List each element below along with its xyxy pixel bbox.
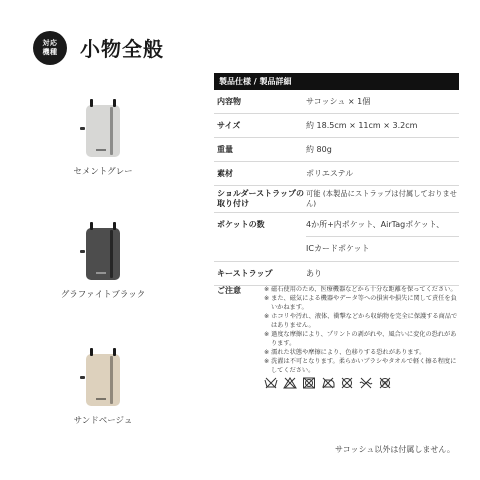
no-tumble-dry-icon (302, 377, 316, 389)
spec-value: ポリエステル (306, 169, 354, 178)
page-title: 小物全般 (80, 37, 164, 61)
pouch-image (86, 228, 120, 280)
badge-line-2: 機種 (42, 48, 58, 56)
spec-table-header: 製品仕様 / 製品詳細 (214, 73, 459, 90)
product-color-label: セメントグレー (73, 167, 133, 177)
no-bleach-icon (283, 377, 297, 389)
no-wash-icon (264, 377, 278, 389)
spec-key: サイズ (217, 121, 241, 130)
pouch-image (86, 354, 120, 406)
caution-item: ※ 洗濯は不可となります。柔らかいブラシやタオルで軽く擦る程度にしてください。 (264, 358, 457, 374)
care-symbols (264, 377, 392, 389)
no-wring-icon (359, 377, 373, 389)
caution-title: ご注意 (217, 286, 241, 295)
spec-key: 素材 (217, 169, 233, 178)
spec-row-contents (214, 90, 459, 114)
pouch-image (86, 105, 120, 157)
caution-list (264, 285, 459, 375)
caution-section (214, 285, 459, 375)
no-iron-icon (321, 377, 335, 389)
product-cement-gray (38, 105, 168, 177)
footnote: サコッシュ以外は付属しません。 (335, 445, 455, 454)
spec-key: キーストラップ (217, 269, 273, 278)
spec-value: 約 80g (306, 145, 332, 154)
compatibility-badge (33, 31, 67, 65)
spec-row-strap-attachment (214, 186, 459, 213)
caution-item: ※ また、磁気による機器やデータ等への損害や損失に関して責任を負いかねます。 (264, 295, 457, 311)
product-sand-beige (38, 354, 168, 426)
spec-row-weight (214, 138, 459, 162)
spec-row-material (214, 162, 459, 186)
spec-row-pockets (214, 213, 459, 262)
svg-text:W: W (382, 380, 388, 388)
no-wet-clean-icon (378, 377, 392, 389)
product-graphite-black (38, 228, 168, 300)
spec-key: ショルダーストラップの取り付け (217, 189, 304, 208)
caution-item: ※ 磁石使用のため、医療機器などから十分な距離を保ってください。 (264, 286, 457, 293)
spec-value-line: ICカードポケット (306, 244, 370, 253)
spec-row-size (214, 114, 459, 138)
spec-key: ポケットの数 (217, 220, 265, 229)
caution-item: ※ ホコリや汚れ、液体、衝撃などから収納物を完全に保護する商品ではありません。 (264, 313, 458, 329)
spec-value: 可能 (本製品にストラップは付属しておりません) (306, 189, 457, 208)
product-color-label: グラファイトブラック (60, 290, 146, 300)
spec-key: 内容物 (217, 97, 241, 106)
spec-row-key-strap (214, 262, 459, 286)
spec-key: 重量 (217, 145, 233, 154)
spec-value: サコッシュ × 1個 (306, 97, 371, 106)
spec-value: 約 18.5cm × 11cm × 3.2cm (306, 121, 418, 130)
no-dry-clean-icon (340, 377, 354, 389)
caution-item: ※ 濡れた状態や摩擦により、色移りする恐れがあります。 (264, 349, 426, 356)
badge-line-1: 対応 (42, 39, 58, 47)
spec-value: あり (306, 269, 322, 278)
spec-table (214, 73, 459, 286)
product-color-label: サンドベージュ (73, 416, 133, 426)
spec-value-line: 4か所+内ポケット、AirTagポケット、 (306, 213, 459, 237)
caution-item: ※ 過度な摩擦により、プリントの剥がれや、風合いに変化の恐れがあります。 (264, 331, 457, 347)
spec-value (306, 213, 459, 261)
